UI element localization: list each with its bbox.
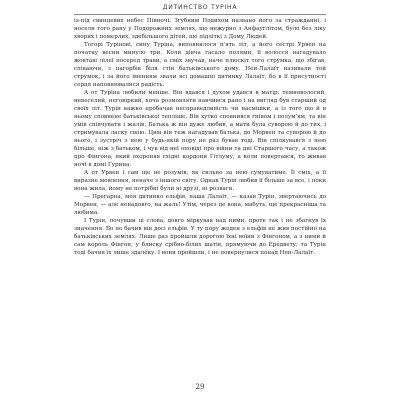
paragraph: І Турін, почувши ці слова, довго міркував над ними, проте так і не збагнув їх значення. Бо не бачив він досі ельфів. У ту пору жоден з ельфів не жив постійно на батьківських землях. Лише раз пройшли дорогою їхні воїни з Фінгоном, а з ними й сам король Фінгон, у блиску срібно-білих шатів, прямуючи до Ередвету; та Турін тоді бачив їх лише здалеку. І вони пройшли, і не повернулися понад Нен-Лалаїт. — [74, 218, 326, 256]
paragraph: Тогорі Турінові, сину Туріна, виповнилося п'ять літ, а його сестрі Урвен на початку весни минуло три. Коли дівча гасало полями, її волосся нагадувало жовтаві лілеї посеред трави, а сміх звучав, наче плюскіт того струмка, що збігав, співаючи, з пагорбів біля стін батьківського дому. Нен-Лалаїт називали той струмок, і за його іменням звали всі домашні дитинку Лалаїт, бо в її присутності серця наповнювалися радість. — [74, 42, 326, 88]
paragraph: — Прегарна, моя дитинко ельфів, наша Лалаїт, — казав Турін, звертаючись до Морвен, — але ненадовго, на жаль! Утім, через це вона, мабуть, ще прекрасніша та любима. — [74, 194, 326, 216]
page-number: 29 — [195, 383, 205, 391]
paragraph: із-під свинцевих небес Півночі. Згубним Подихом названо його за стражданні, і носели того рану у Подорожних землях, що нежурно з Анфауґлітом, було без ліку хворих і померлих, здебільшого дітей, що підліткі з Дому Людей. — [74, 18, 326, 40]
paragraph: А от Урвен і сам ще не розумів, як сильно за нею сумуватиме. Її сміх, а її виразне мовлення, неначе з іншого світу. Однак Турін любив її більше за все, і поки вона жила, йому не потрібні були ні друзі, ні розваги. — [74, 170, 326, 192]
paragraph: А от Туріна любили менше. Він вдався і духом удався в матір: темноволосий, невеселий, неговіркий, хоча розмовляти навчився рано і на вигляд був старший од своїх літ. Турін важко пробачав несправедливість чи насмішки, а із того що й в ньому сповнене батьківської тепліше. Він хутко сповнився гнівом і полум'ям, та він умів співчувати і жалів. Батька ж він дуже любив, а мати була суворою й до тих, і стримувала ласку свою. Цим він теж нагадував батька, до Морвен та суворою й до нього, і зустріч з нею у будь-якій пору не раз бував тоді. Він спілкувався з нею більше, ніж з батьком, і чув від неї оповіді про війни та дні Старшого часу, а також про Фінгона, який охороняв східні кордони Гітлуму, а коли повертався, то живав ночі в домі Гурина. — [74, 90, 326, 168]
running-head: ДИТИНСТВО ТУРІНА — [74, 4, 326, 15]
body-text — [74, 17, 326, 379]
